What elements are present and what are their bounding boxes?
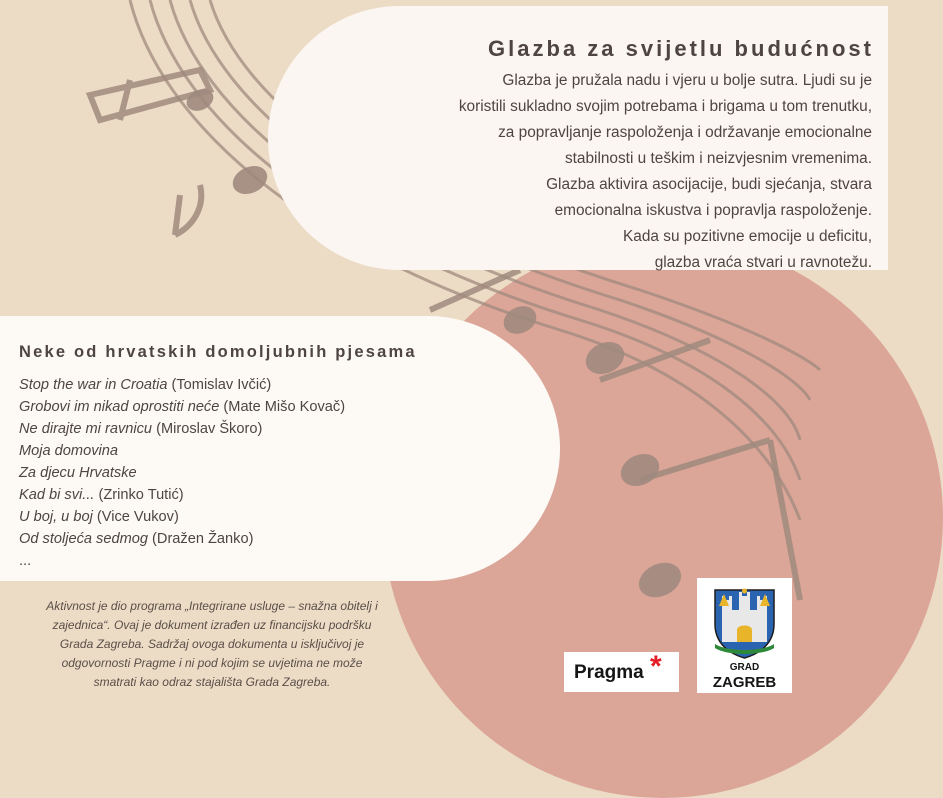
- intro-body: [352, 68, 872, 276]
- song-title: Za djecu Hrvatske: [19, 465, 137, 481]
- pragma-logo-text: Pragma: [574, 662, 644, 683]
- zagreb-logo-line1: GRAD: [729, 662, 760, 673]
- disclaimer-line: Aktivnost je dio programa „Integrirane usluge – snažna obitelj i: [46, 599, 378, 613]
- song-item: [19, 528, 345, 550]
- song-list: [19, 374, 345, 572]
- intro-line: Glazba aktivira asocijacije, budi sjećanja, stvara: [546, 176, 872, 193]
- song-item: [19, 506, 345, 528]
- intro-line: stabilnosti u teškim i neizvjesnim vremenima.: [564, 150, 872, 167]
- disclaimer-line: zajednica“. Ovaj je dokument izrađen uz financijsku podršku: [52, 618, 372, 632]
- song-item: [19, 374, 345, 396]
- funding-disclaimer: [6, 597, 418, 692]
- song-item: [19, 484, 345, 506]
- intro-title: Glazba za svijetlu budućnost: [488, 36, 874, 61]
- song-list-title: Neke od hrvatskih domoljubnih pjesama: [19, 343, 417, 361]
- song-title: Grobovi im nikad oprostiti neće: [19, 399, 220, 415]
- zagreb-coat-of-arms-icon: [697, 582, 792, 660]
- song-item: [19, 418, 345, 440]
- intro-line: glazba vraća stvari u ravnotežu.: [654, 254, 872, 271]
- zagreb-logo: [697, 578, 792, 693]
- song-item: [19, 396, 345, 418]
- song-artist: (Zrinko Tutić): [98, 487, 184, 503]
- song-artist: (Vice Vukov): [96, 509, 179, 525]
- zagreb-logo-line2: ZAGREB: [712, 674, 777, 691]
- pragma-logo: [564, 652, 679, 692]
- song-title: Od stoljeća sedmog: [19, 531, 148, 547]
- song-artist: (Tomislav Ivčić): [171, 377, 272, 393]
- intro-card: [268, 6, 888, 270]
- song-title: Ne dirajte mi ravnicu: [19, 421, 153, 437]
- disclaimer-line: odgovornosti Pragme i ni pod kojim se uvjetima ne može: [61, 656, 363, 670]
- pragma-star-icon: *: [650, 650, 662, 683]
- intro-line: Glazba je pružala nadu i vjeru u bolje sutra. Ljudi su je: [502, 72, 872, 89]
- intro-line: emocionalna iskustva i popravlja raspoloženje.: [554, 202, 872, 219]
- song-artist: (Miroslav Škoro): [156, 421, 263, 437]
- song-item: [19, 440, 345, 462]
- song-title: Kad bi svi...: [19, 487, 95, 503]
- disclaimer-line: Grada Zagreba. Sadržaj ovoga dokumenta u isključivoj je: [59, 637, 365, 651]
- song-list-ellipsis: ...: [19, 553, 32, 569]
- song-title: Stop the war in Croatia: [19, 377, 168, 393]
- intro-line: za popravljanje raspoloženja i održavanje emocionalne: [498, 124, 872, 141]
- song-title: U boj, u boj: [19, 509, 93, 525]
- intro-line: koristili sukladno svojim potrebama i brigama u tom trenutku,: [458, 98, 872, 115]
- disclaimer-line: smatrati kao odraz stajališta Grada Zagreba.: [93, 675, 331, 689]
- song-title: Moja domovina: [19, 443, 118, 459]
- intro-line: Kada su pozitivne emocije u deficitu,: [623, 228, 872, 245]
- song-artist: (Dražen Žanko): [152, 531, 254, 547]
- song-item: [19, 462, 345, 484]
- song-artist: (Mate Mišo Kovač): [223, 399, 346, 415]
